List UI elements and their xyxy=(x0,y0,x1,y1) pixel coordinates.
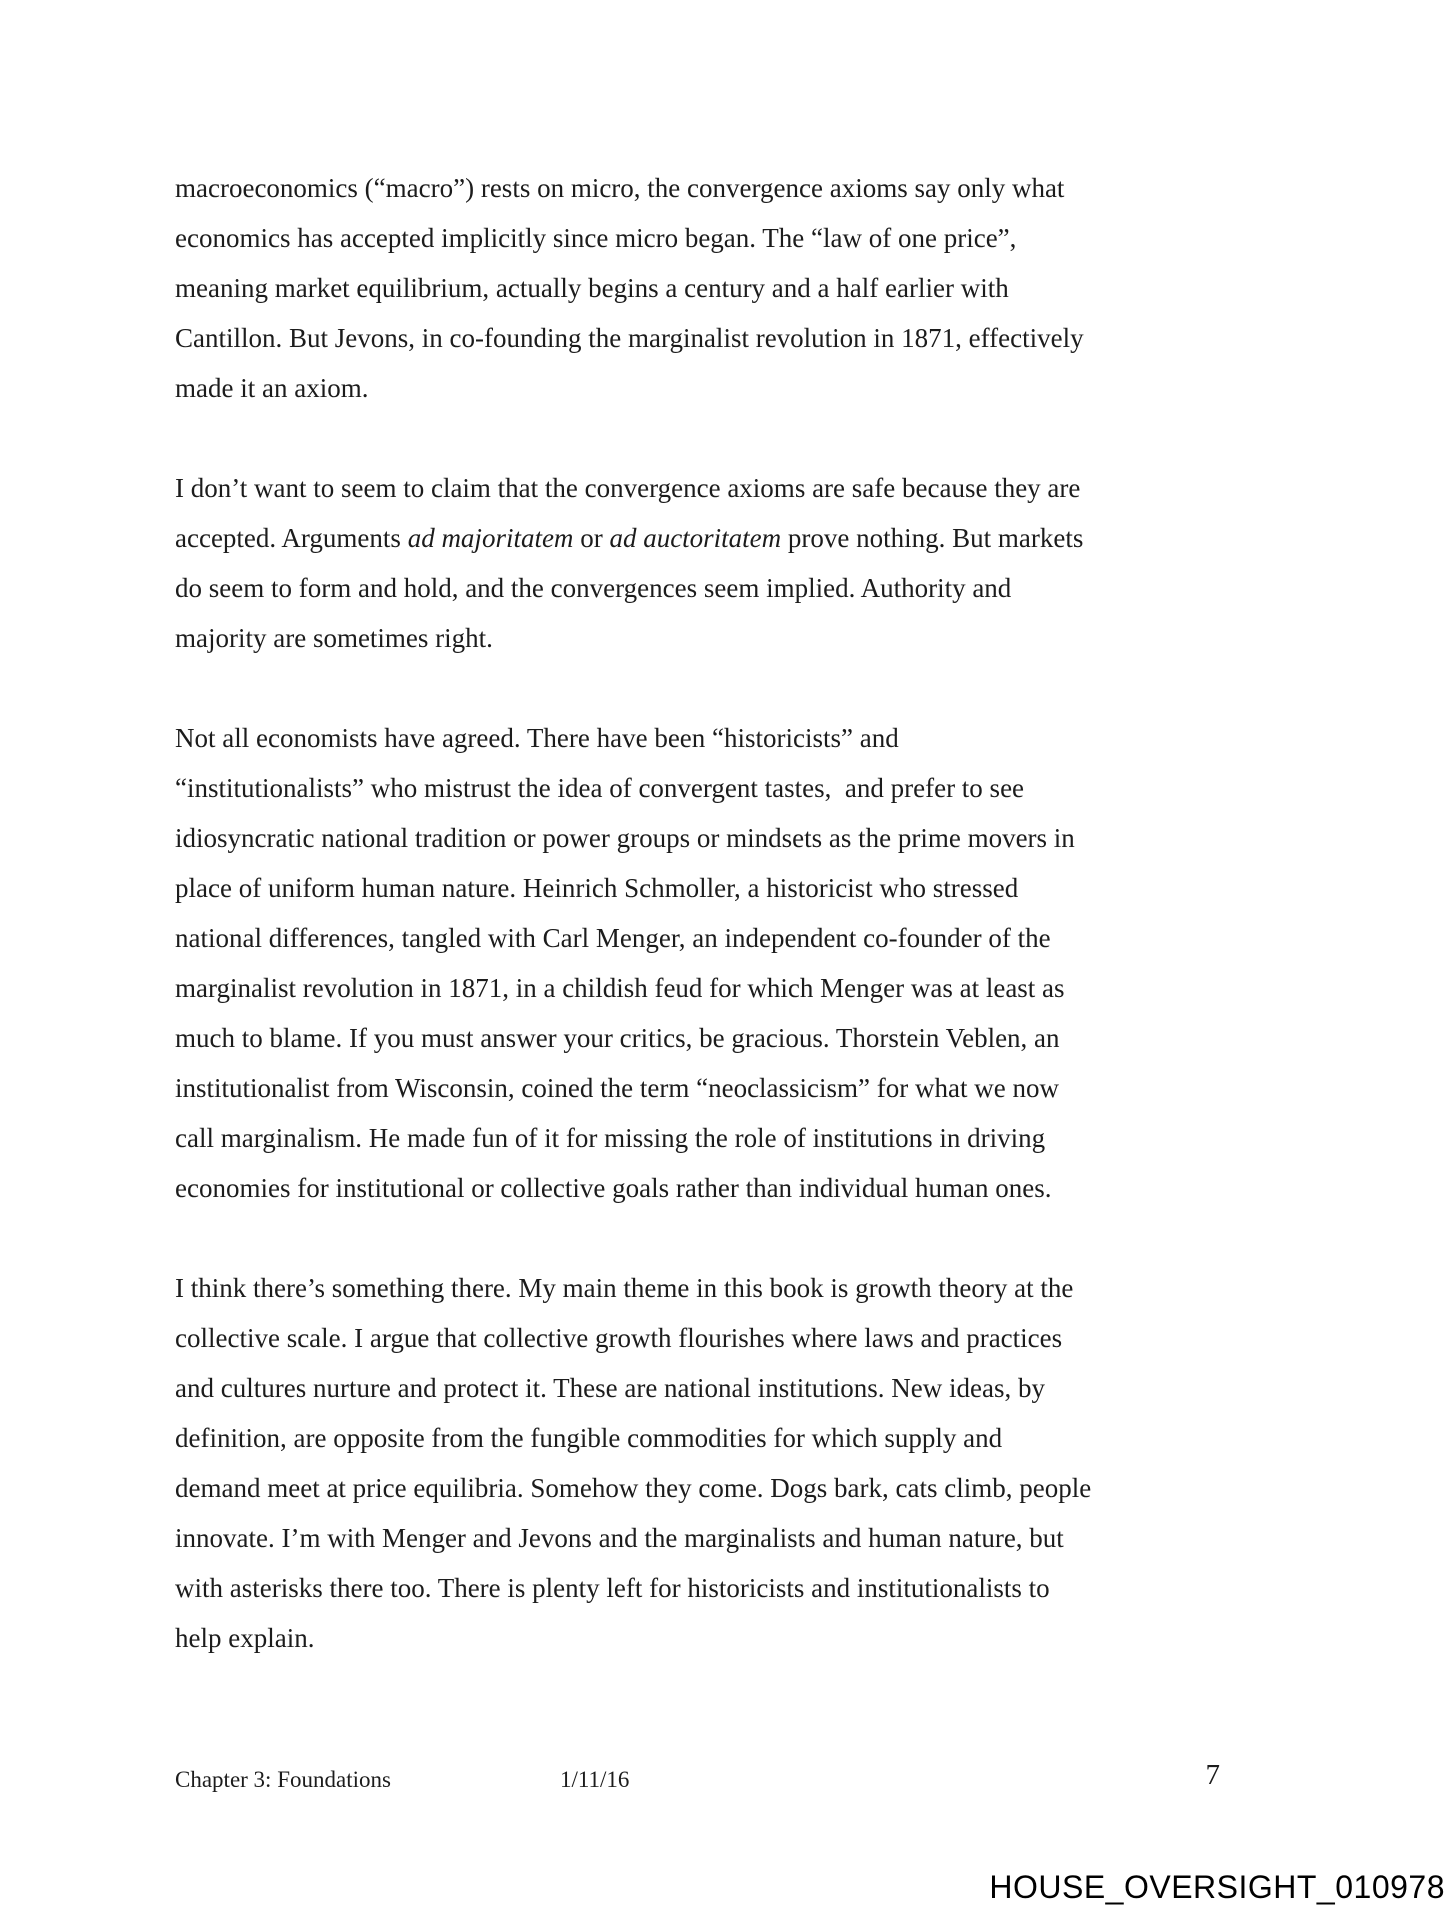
text-line xyxy=(175,263,1245,313)
text-run: and cultures nurture and protect it. These are national institutions. New ideas, by xyxy=(175,1373,1046,1403)
paragraph xyxy=(175,713,1245,1213)
text-run: macroeconomics (“macro”) rests on micro, the convergence axioms say only what xyxy=(175,173,1065,203)
text-run: place of uniform human nature. Heinrich Schmoller, a historicist who stressed xyxy=(175,873,1019,903)
text-run: help explain. xyxy=(175,1623,315,1653)
text-run: Not all economists have agreed. There have been “historicists” and xyxy=(175,723,899,753)
text-line xyxy=(175,563,1245,613)
text-run: economics has accepted implicitly since micro began. The “law of one price”, xyxy=(175,223,1017,253)
text-line xyxy=(175,1063,1245,1113)
text-run: Cantillon. But Jevons, in co-founding the marginalist revolution in 1871, effectively xyxy=(175,323,1084,353)
text-line xyxy=(175,513,1245,563)
text-run: institutionalist from Wisconsin, coined the term “neoclassicism” for what we now xyxy=(175,1073,1059,1103)
text-run: accepted. Arguments xyxy=(175,523,408,553)
text-line xyxy=(175,763,1245,813)
text-run: prove nothing. But markets xyxy=(781,523,1084,553)
text-run: much to blame. If you must answer your critics, be gracious. Thorstein Veblen, an xyxy=(175,1023,1060,1053)
text-line xyxy=(175,163,1245,213)
text-line xyxy=(175,363,1245,413)
text-line xyxy=(175,863,1245,913)
footer-chapter-label: Chapter 3: Foundations xyxy=(175,1767,391,1792)
text-run: economies for institutional or collective goals rather than individual human ones. xyxy=(175,1173,1052,1203)
text-run: meaning market equilibrium, actually begins a century and a half earlier with xyxy=(175,273,1009,303)
text-line xyxy=(175,1563,1245,1613)
text-run: I don’t want to seem to claim that the convergence axioms are safe because they are xyxy=(175,473,1081,503)
text-run: call marginalism. He made fun of it for missing the role of institutions in driving xyxy=(175,1123,1046,1153)
text-line xyxy=(175,813,1245,863)
paragraph xyxy=(175,1263,1245,1663)
text-line xyxy=(175,963,1245,1013)
text-run: innovate. I’m with Menger and Jevons and the marginalists and human nature, but xyxy=(175,1523,1064,1553)
text-run: ad auctoritatem xyxy=(609,523,782,553)
text-run: or xyxy=(573,523,610,553)
text-line xyxy=(175,213,1245,263)
document-body xyxy=(175,163,1245,1713)
paragraph xyxy=(175,463,1245,663)
footer-page-number: 7 xyxy=(1205,1759,1220,1791)
text-run: collective scale. I argue that collective growth flourishes where laws and practices xyxy=(175,1323,1063,1353)
text-line xyxy=(175,613,1245,663)
text-run: demand meet at price equilibria. Somehow they come. Dogs bark, cats climb, people xyxy=(175,1473,1092,1503)
text-run: do seem to form and hold, and the convergences seem implied. Authority and xyxy=(175,573,1012,603)
text-run: with asterisks there too. There is plenty left for historicists and institutionalists to xyxy=(175,1573,1050,1603)
text-run: marginalist revolution in 1871, in a childish feud for which Menger was at least as xyxy=(175,973,1065,1003)
text-line xyxy=(175,1313,1245,1363)
text-line xyxy=(175,1613,1245,1663)
text-run: definition, are opposite from the fungible commodities for which supply and xyxy=(175,1423,1003,1453)
footer-date: 1/11/16 xyxy=(560,1767,630,1792)
text-run: idiosyncratic national tradition or power groups or mindsets as the prime movers in xyxy=(175,823,1075,853)
text-run: “institutionalists” who mistrust the idea of convergent tastes, and prefer to see xyxy=(175,773,1025,803)
text-line xyxy=(175,1263,1245,1313)
text-line xyxy=(175,913,1245,963)
text-run: I think there’s something there. My main theme in this book is growth theory at the xyxy=(175,1273,1074,1303)
text-line xyxy=(175,1463,1245,1513)
text-run: made it an axiom. xyxy=(175,373,369,403)
text-line xyxy=(175,1413,1245,1463)
text-line xyxy=(175,1363,1245,1413)
paragraph xyxy=(175,163,1245,413)
text-line xyxy=(175,463,1245,513)
text-run: ad majoritatem xyxy=(407,523,574,553)
text-run: national differences, tangled with Carl Menger, an independent co-founder of the xyxy=(175,923,1051,953)
text-line xyxy=(175,1513,1245,1563)
text-line xyxy=(175,313,1245,363)
bates-stamp: HOUSE_OVERSIGHT_010978 xyxy=(989,1869,1445,1905)
text-line xyxy=(175,713,1245,763)
text-line xyxy=(175,1163,1245,1213)
text-line xyxy=(175,1113,1245,1163)
text-line xyxy=(175,1013,1245,1063)
text-run: majority are sometimes right. xyxy=(175,623,493,653)
